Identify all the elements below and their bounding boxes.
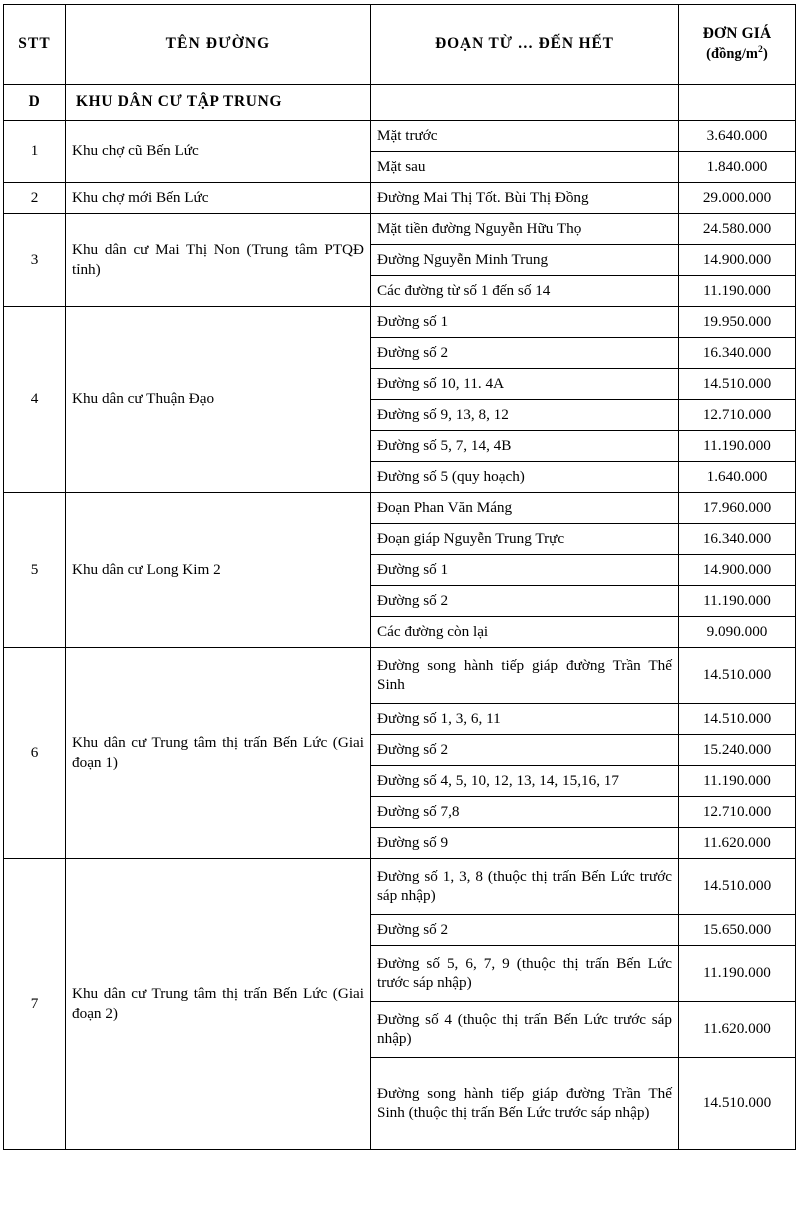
row-name-cell xyxy=(66,183,371,214)
row-index-2: 2 xyxy=(4,183,66,214)
price-cell: 9.090.000 xyxy=(679,617,796,648)
column-header-price-title: ĐƠN GIÁ xyxy=(702,25,772,43)
table-row xyxy=(4,214,796,245)
column-header-price-unit xyxy=(685,44,789,64)
price-cell: 16.340.000 xyxy=(679,524,796,555)
table-row xyxy=(4,648,796,704)
table-row xyxy=(4,307,796,338)
row-name-text: Khu dân cư Trung tâm thị trấn Bến Lức (Giai đoạn 2) xyxy=(72,985,364,1022)
row-index-6: 6 xyxy=(4,648,66,859)
row-name-cell xyxy=(66,493,371,648)
segment-cell: Đường song hành tiếp giáp đường Trần Thế Sinh (thuộc thị trấn Bến Lức trước sáp nhập) xyxy=(371,1058,679,1150)
section-label: KHU DÂN CƯ TẬP TRUNG xyxy=(66,85,371,121)
section-code: D xyxy=(4,85,66,121)
table-row xyxy=(4,859,796,915)
table-body xyxy=(4,85,796,1150)
table-row xyxy=(4,183,796,214)
row-name-cell xyxy=(66,121,371,183)
price-cell: 14.510.000 xyxy=(679,369,796,400)
price-cell: 11.190.000 xyxy=(679,431,796,462)
segment-cell: Đường số 5 (quy hoạch) xyxy=(371,462,679,493)
price-cell: 12.710.000 xyxy=(679,400,796,431)
row-name-text: Khu chợ mới Bến Lức xyxy=(72,188,209,206)
price-cell: 14.510.000 xyxy=(679,1058,796,1150)
segment-cell: Đường số 2 xyxy=(371,735,679,766)
segment-cell: Mặt tiền đường Nguyễn Hữu Thọ xyxy=(371,214,679,245)
row-name-text: Khu dân cư Trung tâm thị trấn Bến Lức (Giai đoạn 1) xyxy=(72,734,364,771)
price-unit-suffix: ) xyxy=(762,46,768,63)
section-price-cell xyxy=(679,85,796,121)
price-cell: 11.190.000 xyxy=(679,766,796,797)
segment-cell: Đường số 1, 3, 6, 11 xyxy=(371,704,679,735)
price-cell: 11.620.000 xyxy=(679,828,796,859)
price-cell: 3.640.000 xyxy=(679,121,796,152)
price-cell: 11.190.000 xyxy=(679,946,796,1002)
price-cell: 16.340.000 xyxy=(679,338,796,369)
segment-cell: Đường Mai Thị Tốt. Bùi Thị Đồng xyxy=(371,183,679,214)
price-unit-exponent: 2 xyxy=(758,44,763,56)
segment-cell: Đường số 1, 3, 8 (thuộc thị trấn Bến Lức trước sáp nhập) xyxy=(371,859,679,915)
price-cell: 17.960.000 xyxy=(679,493,796,524)
price-cell: 1.840.000 xyxy=(679,152,796,183)
land-price-table xyxy=(3,4,796,1150)
row-index-7: 7 xyxy=(4,859,66,1150)
segment-cell: Đường số 9, 13, 8, 12 xyxy=(371,400,679,431)
row-name-cell xyxy=(66,648,371,859)
row-name-cell xyxy=(66,307,371,493)
header-row xyxy=(4,5,796,85)
price-cell: 14.900.000 xyxy=(679,555,796,586)
segment-cell: Đường số 1 xyxy=(371,555,679,586)
segment-cell: Đoạn giáp Nguyễn Trung Trực xyxy=(371,524,679,555)
segment-cell: Đường số 2 xyxy=(371,915,679,946)
row-index-4: 4 xyxy=(4,307,66,493)
price-cell: 14.900.000 xyxy=(679,245,796,276)
segment-cell: Đoạn Phan Văn Máng xyxy=(371,493,679,524)
price-cell: 11.190.000 xyxy=(679,276,796,307)
price-cell: 11.190.000 xyxy=(679,586,796,617)
table-row xyxy=(4,121,796,152)
price-unit-prefix: (đồng/m xyxy=(706,46,759,63)
price-cell: 14.510.000 xyxy=(679,648,796,704)
price-cell: 12.710.000 xyxy=(679,797,796,828)
row-index-5: 5 xyxy=(4,493,66,648)
column-header-segment: ĐOẠN TỪ … ĐẾN HẾT xyxy=(371,5,679,85)
row-name-text: Khu dân cư Mai Thị Non (Trung tâm PTQĐ tỉnh) xyxy=(72,241,364,278)
price-cell: 15.650.000 xyxy=(679,915,796,946)
row-name-text: Khu dân cư Long Kim 2 xyxy=(72,560,221,578)
segment-cell: Đường số 9 xyxy=(371,828,679,859)
row-name-cell xyxy=(66,214,371,307)
price-cell: 29.000.000 xyxy=(679,183,796,214)
segment-cell: Đường số 1 xyxy=(371,307,679,338)
segment-cell: Đường số 4 (thuộc thị trấn Bến Lức trước sáp nhập) xyxy=(371,1002,679,1058)
segment-cell: Mặt sau xyxy=(371,152,679,183)
column-header-stt: STT xyxy=(4,5,66,85)
row-index-3: 3 xyxy=(4,214,66,307)
segment-cell: Đường số 4, 5, 10, 12, 13, 14, 15,16, 17 xyxy=(371,766,679,797)
price-cell: 14.510.000 xyxy=(679,704,796,735)
segment-cell: Đường số 2 xyxy=(371,338,679,369)
price-cell: 24.580.000 xyxy=(679,214,796,245)
segment-cell: Mặt trước xyxy=(371,121,679,152)
segment-cell: Đường số 5, 6, 7, 9 (thuộc thị trấn Bến Lức trước sáp nhập) xyxy=(371,946,679,1002)
price-cell: 1.640.000 xyxy=(679,462,796,493)
segment-cell: Đường số 2 xyxy=(371,586,679,617)
segment-cell: Đường Nguyễn Minh Trung xyxy=(371,245,679,276)
row-name-text: Khu dân cư Thuận Đạo xyxy=(72,390,215,408)
row-name-cell xyxy=(66,859,371,1150)
segment-cell: Đường số 7,8 xyxy=(371,797,679,828)
row-name-text: Khu chợ cũ Bến Lức xyxy=(72,142,199,160)
segment-cell: Đường số 10, 11. 4A xyxy=(371,369,679,400)
price-cell: 15.240.000 xyxy=(679,735,796,766)
price-cell: 19.950.000 xyxy=(679,307,796,338)
section-row xyxy=(4,85,796,121)
segment-cell: Đường số 5, 7, 14, 4B xyxy=(371,431,679,462)
segment-cell: Các đường còn lại xyxy=(371,617,679,648)
table-header xyxy=(4,5,796,85)
section-segment-cell xyxy=(371,85,679,121)
column-header-name: TÊN ĐƯỜNG xyxy=(66,5,371,85)
segment-cell: Các đường từ số 1 đến số 14 xyxy=(371,276,679,307)
price-cell: 11.620.000 xyxy=(679,1002,796,1058)
table-row xyxy=(4,493,796,524)
segment-cell: Đường song hành tiếp giáp đường Trần Thế Sinh xyxy=(371,648,679,704)
row-index-1: 1 xyxy=(4,121,66,183)
column-header-price xyxy=(679,5,796,85)
price-cell: 14.510.000 xyxy=(679,859,796,915)
